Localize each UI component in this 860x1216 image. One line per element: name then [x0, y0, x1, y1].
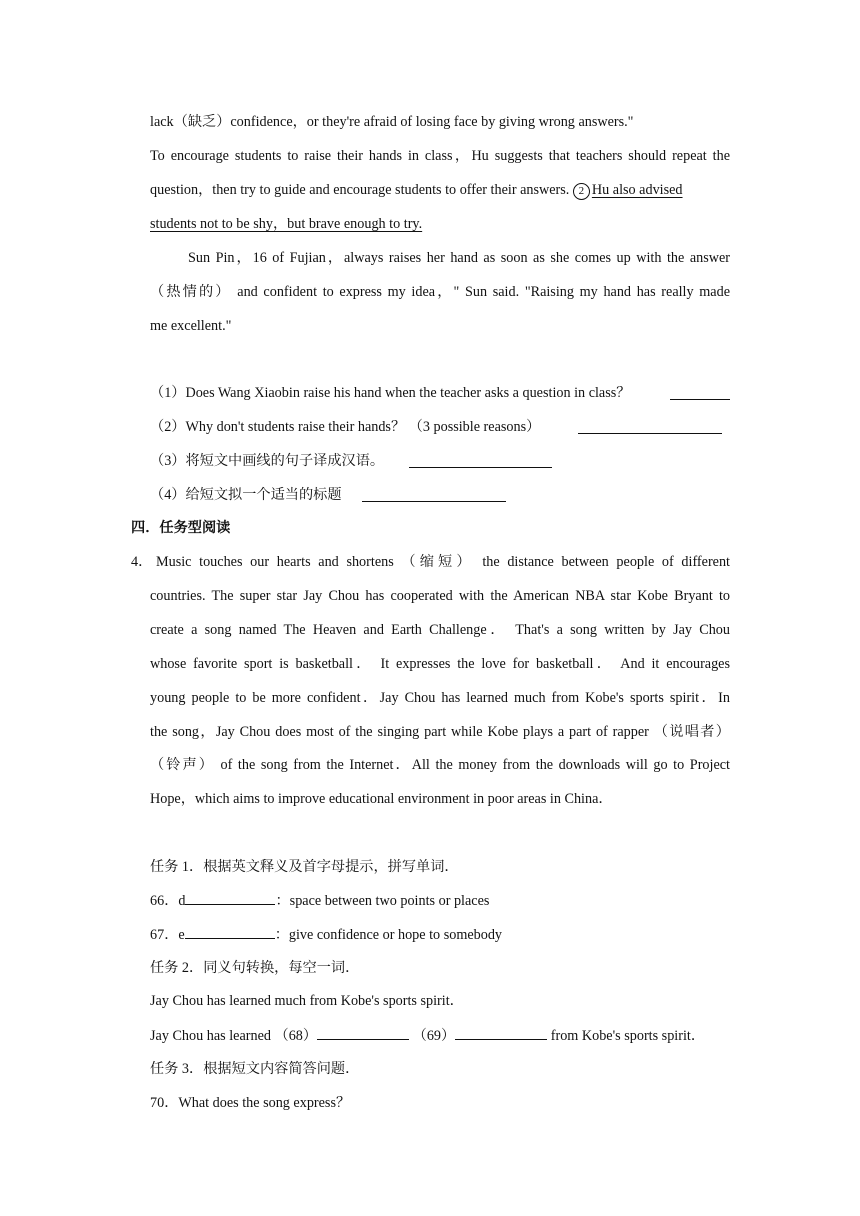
passage4-line-1: Music touches our hearts and shortens （缩短） the distance between people of different [156, 554, 730, 570]
question-3-text: （3）将短文中画线的句子译成汉语。 [150, 453, 385, 469]
rewrite-sentence-mid: （69） [409, 1028, 456, 1044]
answer-blank-68[interactable] [317, 1025, 409, 1040]
question-66-number: 66．d [150, 893, 186, 909]
answer-blank-1[interactable] [670, 385, 730, 400]
passage4-line-2: countries. The super star Jay Chou has cooperated with the American NBA star Kobe Bryant to [150, 588, 730, 604]
passage3-line-6: （热情的） and confident to express my idea，" Sun said. "Raising my hand has really made [150, 284, 730, 300]
task-3-instruction: 任务 3．根据短文内容简答问题． [150, 1061, 360, 1077]
answer-blank-2[interactable] [578, 419, 722, 434]
passage4-line-5: young people to be more confident．Jay Chou has learned much from Kobe's sports spirit．In [150, 690, 730, 706]
question-4-text: （4）给短文拟一个适当的标题 [150, 487, 342, 503]
question-4 [150, 485, 342, 505]
rewrite-sentence [150, 1025, 705, 1046]
answer-blank-4[interactable] [362, 487, 506, 502]
circled-number-icon: 2 [573, 183, 590, 200]
question-1-text: （1）Does Wang Xiaobin raise his hand when the teacher asks a question in class？ [150, 385, 631, 401]
passage3-line-3-text: question，then try to guide and encourage students to offer their answers. [150, 182, 573, 198]
passage4-line-7: （铃声） of the song from the Internet．All the money from the downloads will go to Project [150, 757, 730, 773]
original-sentence: Jay Chou has learned much from Kobe's sports spirit． [150, 993, 464, 1009]
passage3-line-3 [150, 180, 730, 200]
question-2 [150, 417, 540, 437]
passage3-line-7: me excellent." [150, 318, 232, 334]
rewrite-sentence-end: from Kobe's sports spirit． [547, 1028, 706, 1044]
question-70: 70．What does the song express？ [150, 1095, 351, 1111]
task-1-instruction: 任务 1．根据英文释义及首字母提示，拼写单词． [150, 859, 459, 875]
passage4-line-3: create a song named The Heaven and Earth Challenge． That's a song written by Jay Chou [150, 622, 730, 638]
question-1 [150, 383, 630, 403]
underlined-sentence-part1: Hu also advised [591, 182, 683, 198]
section-heading: 四．任务型阅读 [131, 520, 231, 536]
task-2-instruction: 任务 2．同义句转换，每空一词． [150, 960, 360, 976]
passage3-line-2: To encourage students to raise their hands in class，Hu suggests that teachers should repeat the [150, 148, 730, 164]
question-2-text: （2）Why don't students raise their hands？ （3 possible reasons） [150, 419, 541, 435]
passage4-line-6: the song，Jay Chou does most of the singing part while Kobe plays a part of rapper （说唱者） [150, 724, 730, 740]
answer-blank-3[interactable] [409, 453, 552, 468]
passage4-line-8: Hope，which aims to improve educational environment in poor areas in China． [150, 791, 613, 807]
rewrite-sentence-start: Jay Chou has learned （68） [150, 1028, 318, 1044]
underlined-sentence-part2: students not to be shy，but brave enough to try. [150, 216, 423, 232]
question-number-4: 4． [131, 554, 153, 570]
question-66-definition: ：space between two points or places [275, 893, 490, 909]
question-67-definition: ：give confidence or hope to somebody [274, 927, 503, 943]
answer-blank-67[interactable] [185, 924, 275, 939]
passage4-line-4: whose favorite sport is basketball． It expresses the love for basketball． And it encourages [150, 656, 730, 672]
question-66 [150, 890, 489, 911]
question-67 [150, 924, 502, 945]
question-3 [150, 451, 384, 471]
passage3-line-5: Sun Pin，16 of Fujian，always raises her hand as soon as she comes up with the answer [188, 250, 730, 266]
question-67-number: 67．e [150, 927, 185, 943]
passage3-line-1: lack（缺乏）confidence，or they're afraid of losing face by giving wrong answers." [150, 114, 634, 130]
answer-blank-69[interactable] [455, 1025, 547, 1040]
answer-blank-66[interactable] [185, 890, 275, 905]
